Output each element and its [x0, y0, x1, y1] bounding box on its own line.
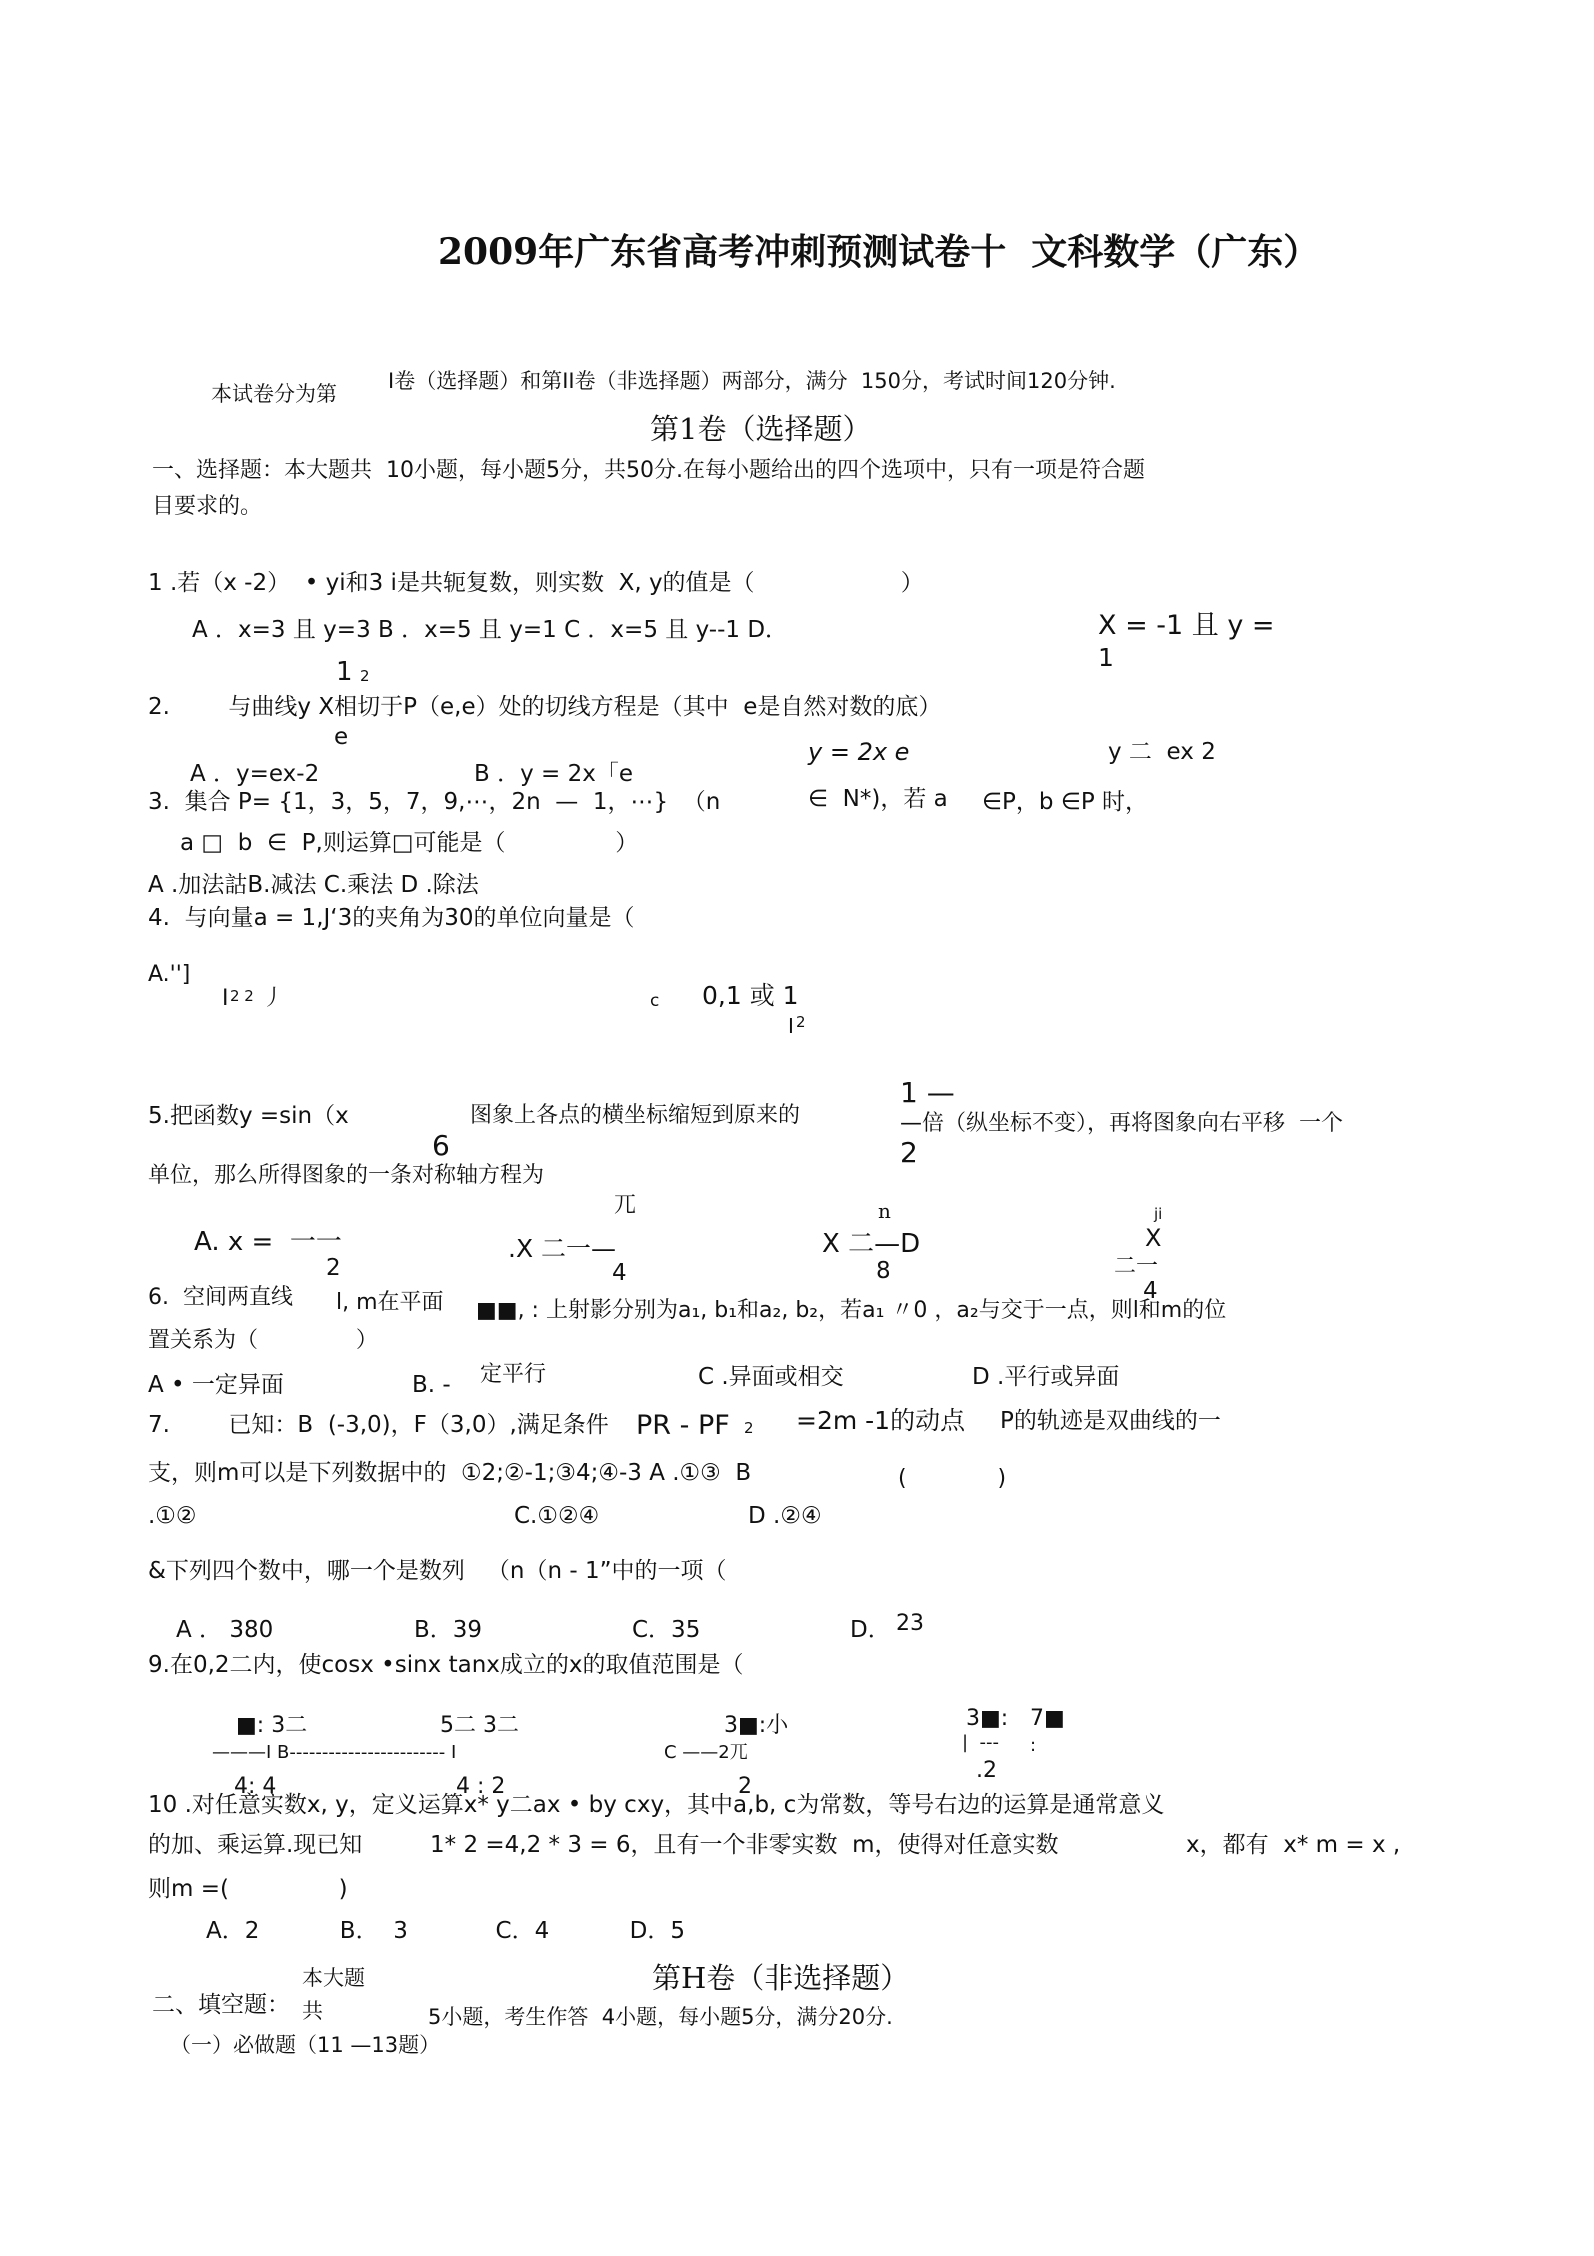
q5-line-2: 单位，那么所得图象的一条对称轴方程为 [148, 1163, 545, 1188]
q6-line-2: 置关系为（ ） [148, 1328, 378, 1353]
q5-six: 6 [432, 1129, 450, 1162]
q5-option-d-x: X [1145, 1224, 1162, 1252]
q2-equation-d: y 二 ex 2 [1108, 739, 1216, 765]
q3-stem-part-a: 3. 集合 P= {1，3，5，7，9,⋯，2n — 1，⋯} （n [148, 789, 721, 815]
q7-stem-subscript: 2 [744, 1419, 754, 1437]
q9-option-a-top: ■: 3二 [236, 1713, 308, 1738]
q7-stem-part-b: PR - PF [636, 1410, 730, 1441]
q5-option-d: 二一 [1114, 1254, 1159, 1279]
q1-options: A ．x=3 且 y=3 B ．x=5 且 y=1 C ．x=5 且 y--1 D． [192, 617, 789, 643]
q5-pi-a: 兀 [614, 1193, 637, 1218]
q9-option-d-top-2: 7■ [1030, 1706, 1065, 1731]
q6-option-b-part-2: 定平行 [480, 1362, 547, 1387]
q3-condition: a □ b ∈ P,则运算□可能是（ ） [180, 830, 639, 856]
q6-stem-part-b: l, m在平面 [336, 1290, 444, 1315]
q6-stem-part-a: 6. 空间两直线 [148, 1285, 293, 1310]
q2-equation-c: y = 2x e [808, 738, 910, 766]
q5-fraction-text: —倍（纵坐标不变），再将图象向右平移 一个 [900, 1111, 1343, 1136]
q7-stem-part-a: 7. 已知：B (-3,0)，F（3,0）,满足条件 [148, 1412, 609, 1438]
exam-title: 2009年广东省高考冲刺预测试卷十 文科数学（广东） [438, 231, 1320, 273]
q9-option-c-middle: C ——2兀 [664, 1742, 748, 1763]
q4-option-c-sub-two: 2 [796, 1013, 806, 1031]
q2-option-b: B ．y = 2x「e [474, 761, 633, 787]
q9-option-b-bottom: 4 : 2 [456, 1774, 506, 1799]
q7-stem-part-d: P的轨迹是双曲线的一 [1000, 1408, 1221, 1434]
q3-stem-part-c: ∈P，b ∈P 时， [982, 789, 1149, 815]
q9-option-b-top: 5二 3二 [440, 1713, 519, 1738]
part2-description: 5小题，考生作答 4小题，每小题5分，满分20分. [428, 2005, 893, 2029]
q9-option-a-b-middle: ———I B------------------------ I [212, 1742, 457, 1763]
q5-denominator-b: 4 [612, 1260, 627, 1286]
q9-stem: 9.在0,2二内，使cosx •sinx tanx成立的x的取值范围是（ [148, 1652, 744, 1678]
q3-options: A .加法詁B.减法 C.乘法 D .除法 [148, 872, 479, 898]
q10-line-2-part-c: x，都有 x* m = x , [1186, 1832, 1401, 1858]
q5-fraction-top: 1 — [900, 1076, 955, 1109]
q5-fraction-bottom: 2 [900, 1136, 918, 1169]
part2-label: 二、填空题： [152, 1992, 290, 2018]
q5-option-a: A. x = 一一 [194, 1227, 342, 1257]
q5-ji-d: ji [1154, 1205, 1163, 1223]
q6-option-b: B. - [412, 1372, 451, 1398]
q4-fragment-bracket: 丿 [262, 986, 285, 1011]
part2-heading: 第H卷（非选择题） [652, 1961, 910, 1995]
q9-option-d-top-1: 3■: [966, 1706, 1009, 1731]
q7-option-c: C.①②④ [514, 1503, 600, 1529]
q10-line-2-part-a: 的加、乘运算.现已知 [148, 1832, 363, 1858]
part1-heading: 第1卷（选择题） [650, 412, 872, 446]
q5-stem-part-b: 图象上各点的横坐标缩短到原来的 [470, 1103, 801, 1128]
q4-option-c-sub-bar: I [788, 1014, 794, 1038]
q5-denominator-a: 2 [326, 1255, 341, 1281]
q1-fraction-numerator: 1 [336, 657, 353, 687]
q5-option-c: X 二—D [822, 1229, 921, 1259]
q10-line-3: 则m =( ) [148, 1876, 348, 1902]
q8-option-a: A ． 380 [176, 1617, 274, 1643]
q6-stem-part-c: ■■, : 上射影分别为a₁, b₁和a₂, b₂，若a₁ 〃0 ，a₂与交于一点，则l和m的位 [476, 1298, 1227, 1323]
q8-option-b: B．39 [414, 1617, 483, 1643]
q8-option-d: D． [850, 1617, 891, 1643]
q4-fragment-bar: I [222, 986, 229, 1011]
q9-option-d-mid-2: : [1030, 1735, 1037, 1756]
q1-fraction-denominator: 2 [360, 667, 370, 685]
part1-instructions-line1: 一、选择题：本大题共 10小题，每小题5分，共50分.在每小题给出的四个选项中，只有一项是符合题 [152, 458, 1145, 483]
q8-option-c: C．35 [632, 1617, 701, 1643]
q9-option-d-bottom: .2 [976, 1758, 997, 1783]
q3-stem-part-b: ∈ N*)，若 a [808, 786, 948, 812]
q7-stem-part-c: =2m -1的动点 [796, 1406, 966, 1435]
q9-option-a-bottom: 4: 4 [234, 1774, 277, 1799]
q4-stem: 4. 与向量a = 1,J‘3的夹角为30的单位向量是（ [148, 905, 635, 931]
q7-option-d: D .②④ [748, 1503, 822, 1529]
part2-small-text-b: 共 [302, 1999, 323, 2023]
q1-option-d: X = -1 且 y = [1098, 610, 1275, 641]
q5-denominator-c: 8 [876, 1258, 891, 1284]
q5-stem-part-a: 5.把函数y =sin（x [148, 1103, 349, 1129]
q6-option-d: D .平行或异面 [972, 1364, 1120, 1390]
q1-option-d-value: 1 [1098, 643, 1114, 672]
intro-part-a: 本试卷分为第 [211, 382, 337, 406]
q7-answer-paren: ( ) [898, 1466, 1007, 1491]
q8-option-d-value: 23 [896, 1611, 924, 1636]
q5-denominator-d: 4 [1143, 1278, 1158, 1304]
part2-small-text-a: 本大题 [302, 1966, 365, 1990]
q2-option-a: A ．y=ex-2 [190, 761, 320, 787]
q4-option-c: 0,1 或 1 [702, 981, 799, 1010]
q7-line-2: 支，则m可以是下列数据中的 ①2;②-1;③4;④-3 A .①③ B [148, 1460, 752, 1486]
q5-option-b: .X 二一— [508, 1234, 617, 1263]
q10-stem: 10 .对任意实数x, y，定义运算x* y二ax • by cxy，其中a,b, c为常数，等号右边的运算是通常意义 [148, 1792, 1165, 1818]
q9-option-c-top: 3■:小 [724, 1713, 789, 1738]
q10-options: A．2 B． 3 C．4 D．5 [206, 1918, 686, 1944]
q6-option-c: C .异面或相交 [698, 1364, 844, 1390]
q1-stem: 1 .若（x -2） • yi和3 i是共轭复数，则实数 X, y的值是（ ） [148, 570, 924, 596]
q5-n-c: n [878, 1199, 891, 1223]
q2-stem: 2. 与曲线y X相切于P（e,e）处的切线方程是（其中 e是自然对数的底） [148, 694, 942, 720]
q4-fragment-two-two: 2 2 [230, 987, 254, 1005]
q7-option-a: .①② [148, 1503, 197, 1529]
q10-line-2-part-b: 1* 2 =4,2 * 3 = 6，且有一个非零实数 m，使得对任意实数 [430, 1832, 1059, 1858]
q8-stem: &下列四个数中，哪一个是数列 （n（n - 1”中的一项（ [148, 1558, 727, 1584]
q9-option-d-mid-1: | --- [962, 1732, 999, 1753]
intro-part-b: I卷（选择题）和第II卷（非选择题）两部分，满分 150分，考试时间120分钟. [388, 369, 1116, 393]
part2-required-section: （一）必做题（11 —13题） [170, 2033, 441, 2057]
part1-instructions-line2: 目要求的。 [152, 494, 263, 519]
q4-option-a: A.''] [148, 962, 191, 987]
q2-e-below: e [334, 724, 349, 750]
q4-option-c-label: c [650, 991, 660, 1011]
q6-option-a: A • 一定异面 [148, 1372, 284, 1398]
q9-option-c-bottom: 2 [738, 1774, 752, 1799]
